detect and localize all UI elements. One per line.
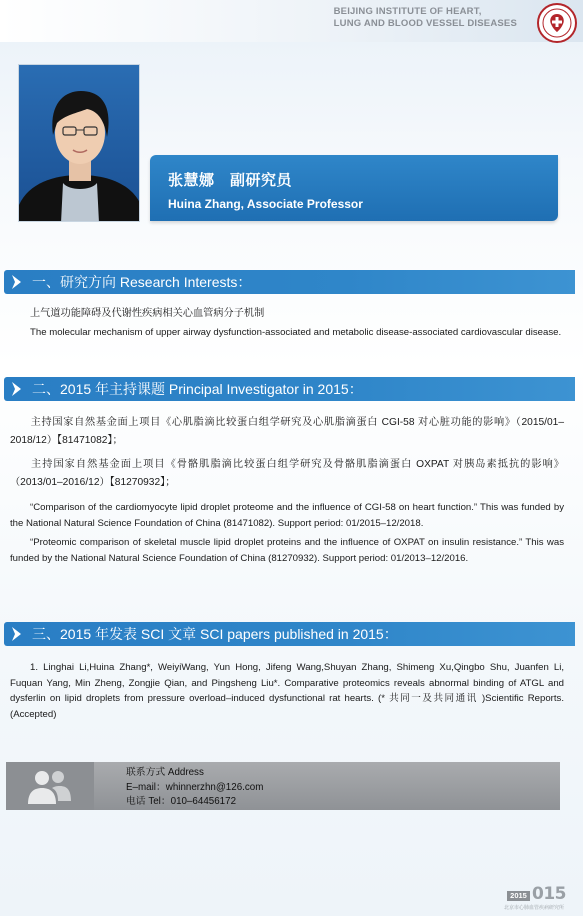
section-title: 一、研究方向 Research Interests： [32,274,252,290]
institute-name-line2: LUNG AND BLOOD VESSEL DISEASES [333,18,517,29]
interests-cn-text [10,306,564,322]
name-english: Huina Zhang, Associate Professor [168,197,363,211]
section-heading-principal-investigator [4,377,575,401]
pi-cn2: 主持国家自然基金面上项目《骨骼肌脂滴比较蛋白组学研究及骨骼肌脂滴蛋白 OXPAT 对胰岛素抵抗的影响》（2013/01–2016/12）【81270932】； [10,459,564,488]
paper-citation: 1. Linghai Li,Huina Zhang*, WeiyiWang, Yun Hong, Jifeng Wang,Shuyan Zhang, Shimeng Xu,Qingbo Shu, Juanfen Li, Fuquan Yang, Min Zheng, Zongjie Qian, and Pingsheng Liu*. Comparative proteomics reveals abnormal binding of ATGL and dysferlin on lipid droplets from pressure overload–induced dysfunctional rat hearts. (* 共同一及共同通讯 )Scientific Reports. (Accepted) [10,662,564,720]
institute-seal-icon [537,3,577,43]
chevron-right-icon [8,380,26,398]
institute-name-line1: BEIJING INSTITUTE OF HEART, [333,6,482,17]
contact-email: E–mail：whinnerzhn@126.com [126,781,264,793]
pi-en2: “Proteomic comparison of skeletal muscle lipid droplet proteins and the influence of OXPAT on insulin resistance.” This was funded by the National Natural Science Foundation of China (81270932). Support period: 01/2013–12/2016. [10,537,564,564]
section-title: 二、2015 年主持课题 Principal Investigator in 2015： [32,381,363,397]
pi-project-2-en [10,535,564,566]
contact-info [126,766,263,810]
page-number: 015 [532,884,566,904]
footer-year: 2015 [507,891,530,901]
chevron-right-icon [8,625,26,643]
contact-title: 联系方式 Address [126,767,204,778]
section-heading-sci-papers [4,622,575,646]
paper-item-1 [10,660,564,722]
pi-project-1-cn [10,414,564,450]
institute-name [334,6,517,30]
section-title: 三、2015 年发表 SCI 文章 SCI papers published in 2015： [32,626,398,642]
contact-phone: 电话 Tel：010–64456172 [126,796,237,807]
pi-project-2-cn [10,456,564,492]
interests-en-text [10,325,564,341]
pi-en1: “Comparison of the cardiomyocyte lipid droplet proteome and the influence of CGI-58 on heart function.” This was funded by the National Natural Science Foundation of China (81471082). Support period: 01/2015–12/2018. [10,502,564,529]
interests-en: The molecular mechanism of upper airway dysfunction-associated and metabolic disease-associated cardiovascular disease. [30,327,562,338]
interests-cn: 上气道功能障碍及代谢性疾病相关心血管病分子机制 [30,308,265,319]
name-chinese: 张慧娜 副研究员 [168,172,293,189]
chevron-right-icon [8,273,26,291]
name-banner [150,155,558,221]
contacts-icon [6,762,94,810]
footer-institute: 北京市心肺血管疾病研究所 [504,905,565,911]
pi-cn1: 主持国家自然基金面上项目《心肌脂滴比较蛋白组学研究及心肌脂滴蛋白 CGI-58 对心脏功能的影响》（2015/01–2018/12）【81471082】； [10,417,564,446]
profile-photo [18,64,140,222]
section-heading-research-interests [4,270,575,294]
pi-project-1-en [10,500,564,531]
